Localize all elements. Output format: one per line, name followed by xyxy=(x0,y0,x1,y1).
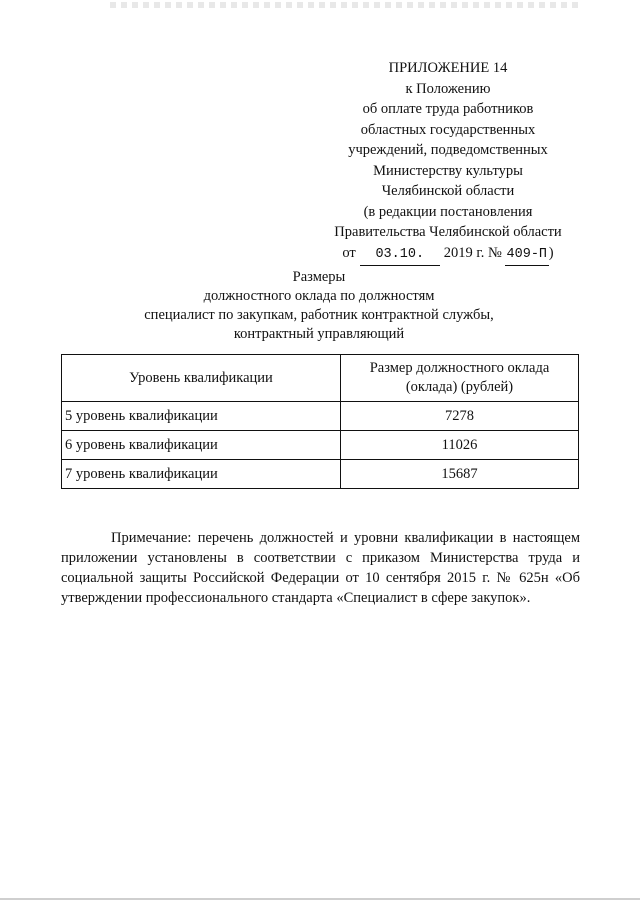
appendix-block xyxy=(326,58,570,266)
from-label: от xyxy=(342,244,356,261)
salary-cell: 7278 xyxy=(341,402,579,431)
scan-artifact-bottom xyxy=(0,898,640,900)
salary-cell: 11026 xyxy=(341,431,579,460)
header-salary-size: Размер должностного оклада (оклада) (рублей) xyxy=(341,355,579,402)
appendix-line: учреждений, подведомственных xyxy=(348,142,548,158)
qualification-level-cell: 6 уровень квалификации xyxy=(62,431,341,460)
appendix-line: Правительства Челябинской области xyxy=(334,224,562,240)
appendix-line: об оплате труда работников xyxy=(362,101,534,117)
note-paragraph: Примечание: перечень должностей и уровни квалификации в настоящем приложении установлены в соответствии с приказом Министерства труда и социальной защиты Российской Федерации от 10 сентября 2015 г. № 625н «Об утверждении профессионального стандарта «Специалист в сфере закупок». xyxy=(61,530,580,606)
resolution-date: 03.10. xyxy=(360,245,440,267)
appendix-line: (в редакции постановления xyxy=(363,203,533,220)
appendix-line: Челябинской области xyxy=(381,183,515,199)
salary-table xyxy=(61,354,579,489)
document-heading xyxy=(80,268,558,344)
salary-cell: 15687 xyxy=(341,460,579,489)
qualification-level-cell: 5 уровень квалификации xyxy=(62,402,341,431)
year-number-label: 2019 г. № xyxy=(443,244,502,261)
heading-line: контрактный управляющий xyxy=(233,326,405,342)
table-row xyxy=(62,402,579,431)
resolution-number: 409-П xyxy=(505,245,549,267)
resolution-date-row xyxy=(326,243,570,267)
heading-line: Размеры xyxy=(292,269,346,285)
table-row xyxy=(62,431,579,460)
scan-artifact-top xyxy=(110,2,580,8)
table-header-row xyxy=(62,355,579,402)
appendix-line: к Положению xyxy=(405,80,491,97)
header-qualification-level: Уровень квалификации xyxy=(62,355,341,402)
appendix-title: ПРИЛОЖЕНИЕ 14 xyxy=(388,60,508,76)
heading-line: специалист по закупкам, работник контрактной службы, xyxy=(144,307,494,323)
appendix-line: областных государственных xyxy=(360,121,536,138)
appendix-line: Министерству культуры xyxy=(373,162,523,179)
heading-line: должностного оклада по должностям xyxy=(203,288,435,304)
close-paren: ) xyxy=(548,244,554,261)
table-row xyxy=(62,460,579,489)
qualification-level-cell: 7 уровень квалификации xyxy=(62,460,341,489)
